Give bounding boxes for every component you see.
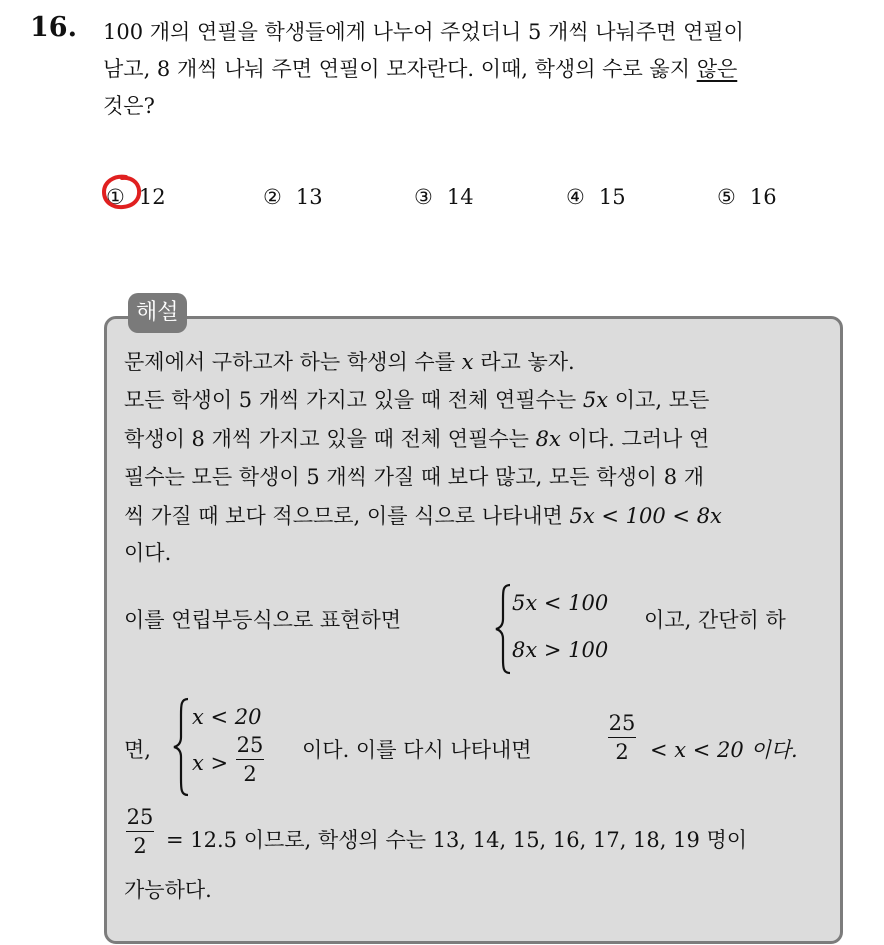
fraction-25-over-2-b <box>608 711 636 764</box>
question-number: 16. <box>30 12 77 43</box>
choice-2-value: 13 <box>295 185 323 209</box>
fraction-a-numerator: 25 <box>236 733 264 757</box>
question-line-1: 100 개의 연필을 학생들에게 나누어 주었더니 5 개씩 나눠주면 연필이 <box>103 20 744 44</box>
solution-line-3a: 학생이 8 개씩 가지고 있을 때 전체 연필수는 <box>124 427 536 451</box>
system-1-line-a: 5x < 100 <box>512 591 609 615</box>
solution-line-7b: 이고, 간단히 하 <box>644 608 786 632</box>
solution-tag: 해설 <box>128 293 187 333</box>
choice-4-value: 15 <box>598 185 626 209</box>
solution-line-7a: 이를 연립부등식으로 표현하면 <box>124 608 402 632</box>
fraction-25-over-2-a <box>236 733 264 786</box>
expr-5x: 5x <box>582 388 609 412</box>
choice-5[interactable] <box>717 180 777 214</box>
fraction-c-bar <box>126 831 154 832</box>
solution-line-4: 필수는 모든 학생이 5 개씩 가질 때 보다 많고, 모든 학생이 8 개 <box>124 465 705 489</box>
solution-line-10: 가능하다. <box>124 878 212 902</box>
system-2-line-b-prefix: x > <box>192 751 229 775</box>
solution-line-5 <box>124 501 722 531</box>
fraction-25-over-2-c <box>126 805 154 858</box>
solution-line-2b: 이고, 모든 <box>608 388 710 412</box>
solution-line-8b: 이다. 이를 다시 나타내면 <box>302 738 532 762</box>
variable-x: x <box>461 350 474 374</box>
question-line-2-text: 남고, 8 개씩 나눠 주면 연필이 모자란다. 이때, 학생의 수로 옳지 <box>103 57 697 81</box>
choice-1-number: ① <box>106 185 125 209</box>
choice-4[interactable] <box>566 180 626 214</box>
choice-2-number: ② <box>263 185 282 209</box>
question-line-2 <box>103 51 868 88</box>
expr-8x: 8x <box>535 427 561 451</box>
solution-line-9: = 12.5 이므로, 학생의 수는 13, 14, 15, 16, 17, 18, 19 명이 <box>166 828 748 852</box>
choice-1-value: 12 <box>138 185 166 209</box>
fraction-c-denominator: 2 <box>133 834 147 858</box>
system-1-line-b: 8x > 100 <box>512 638 609 662</box>
underlined-word: 않은 <box>696 57 738 81</box>
solution-line-5a: 씩 가질 때 보다 적으므로, 이를 식으로 나타내면 <box>124 504 570 528</box>
fraction-a-bar <box>236 759 264 760</box>
left-brace-1 <box>494 583 514 675</box>
solution-line-2 <box>124 385 709 415</box>
solution-line-1b: 라고 놓자. <box>473 350 575 374</box>
solution-line-6: 이다. <box>124 541 172 565</box>
fraction-a-denominator: 2 <box>243 762 257 786</box>
fraction-b-denominator: 2 <box>615 740 629 764</box>
inequality-main: 5x < 100 < 8x <box>569 504 722 528</box>
left-brace-2 <box>172 697 192 797</box>
fraction-b-numerator: 25 <box>608 711 636 735</box>
solution-line-8a: 면, <box>124 738 151 762</box>
red-circle-mark-icon <box>100 173 144 211</box>
solution-line-2a: 모든 학생이 5 개씩 가지고 있을 때 전체 연필수는 <box>124 388 583 412</box>
choice-3-value: 14 <box>446 185 474 209</box>
solution-line-3b: 이다. 그러나 연 <box>560 427 710 451</box>
choice-3-number: ③ <box>414 185 433 209</box>
choice-5-value: 16 <box>749 185 777 209</box>
solution-line-1a: 문제에서 구하고자 하는 학생의 수를 <box>124 350 462 374</box>
choice-4-number: ④ <box>566 185 585 209</box>
question-line-3: 것은? <box>103 94 155 118</box>
question-text <box>103 14 868 125</box>
solution-line-8c: < x < 20 이다. <box>650 738 798 762</box>
choice-5-number: ⑤ <box>717 185 736 209</box>
solution-line-1 <box>124 347 575 377</box>
fraction-b-bar <box>608 737 636 738</box>
system-2-line-a: x < 20 <box>192 705 262 729</box>
fraction-c-numerator: 25 <box>126 805 154 829</box>
solution-line-3 <box>124 424 709 454</box>
choice-3[interactable] <box>414 180 474 214</box>
choice-2[interactable] <box>263 180 323 214</box>
